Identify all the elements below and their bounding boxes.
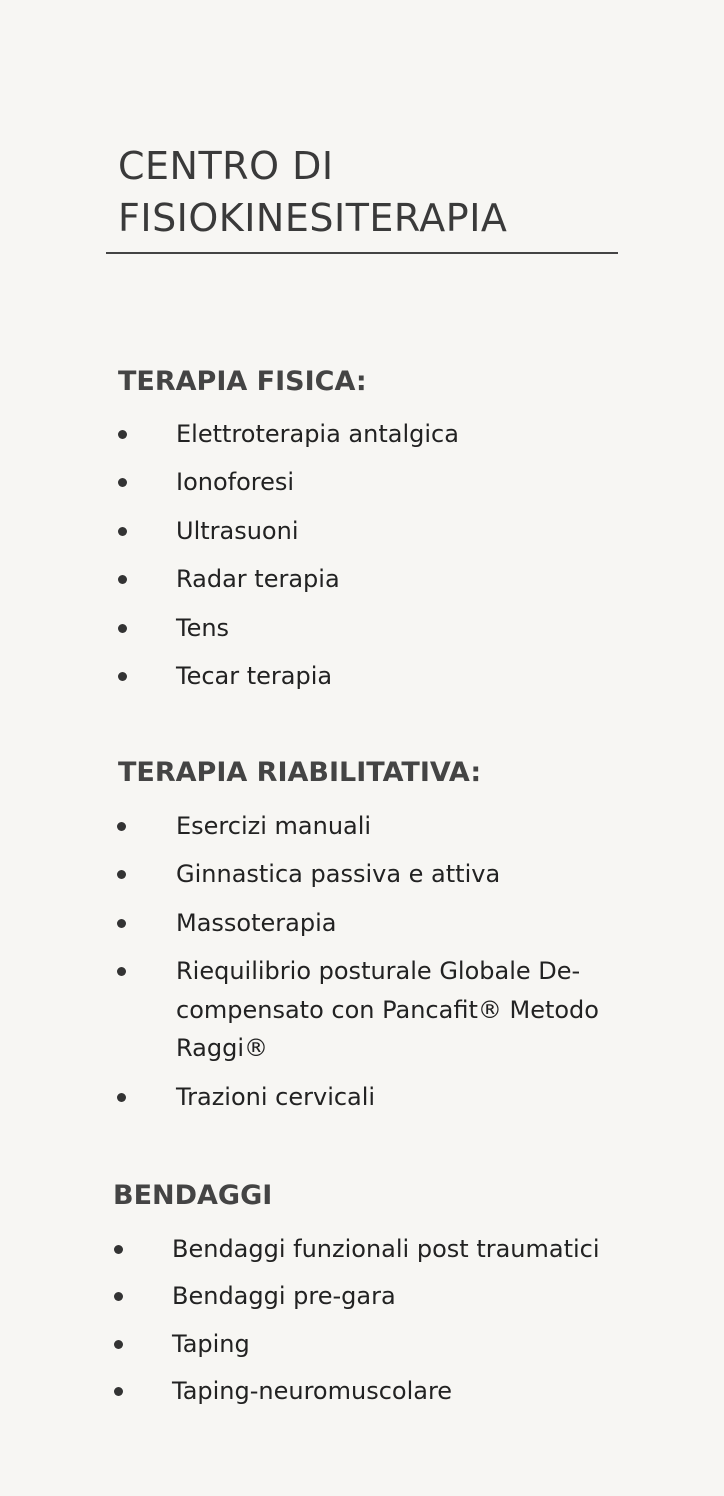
bullet-icon: [117, 870, 126, 879]
bullet-icon: [118, 672, 127, 681]
list-item-label: Ultrasuoni: [176, 516, 299, 545]
list-item: [114, 1277, 600, 1324]
bullet-icon: [118, 527, 127, 536]
list-item: [117, 952, 657, 1068]
list-terapia-riabilitativa: [117, 807, 657, 1126]
section-heading-bendaggi: BENDAGGI: [113, 1180, 273, 1211]
list-item: [114, 1325, 600, 1372]
bullet-icon: [117, 1093, 126, 1102]
list-item-label: Bendaggi funzionali post traumatici: [172, 1235, 600, 1263]
list-item-label: Bendaggi pre-gara: [172, 1282, 396, 1311]
list-item: [117, 807, 657, 855]
bullet-icon: [117, 967, 126, 976]
bullet-icon: [118, 624, 127, 633]
list-item-label: Ginnastica passiva e attiva: [176, 860, 501, 889]
title-line-2: FISIOKINESITERAPIA: [118, 196, 508, 240]
bullet-icon: [117, 822, 126, 831]
list-terapia-fisica: [118, 415, 459, 705]
list-bendaggi: [114, 1230, 600, 1420]
list-item-label: Radar terapia: [176, 565, 340, 594]
list-item: [118, 560, 459, 608]
list-item: [117, 1078, 657, 1126]
list-item: [118, 657, 459, 705]
bullet-icon: [118, 430, 127, 439]
section-heading-terapia-riabilitativa: TERAPIA RIABILITATIVA:: [118, 757, 482, 788]
list-item-label: Riequilibrio posturale Globale De-compensato con Pancafit® Metodo Raggi®: [176, 957, 599, 1063]
bullet-icon: [114, 1340, 123, 1349]
bullet-icon: [117, 919, 126, 928]
title-underline: [106, 252, 618, 254]
list-item: [114, 1230, 600, 1277]
section-heading-terapia-fisica: TERAPIA FISICA:: [118, 366, 367, 397]
list-item: [118, 415, 459, 463]
title-line-1: CENTRO DI: [118, 144, 334, 188]
bullet-icon: [114, 1292, 123, 1301]
list-item: [114, 1372, 600, 1419]
list-item: [118, 512, 459, 560]
list-item-label: Taping-neuromuscolare: [172, 1377, 453, 1406]
list-item-label: Elettroterapia antalgica: [176, 420, 459, 448]
list-item-label: Ionoforesi: [176, 468, 295, 497]
list-item-label: Esercizi manuali: [176, 812, 372, 840]
list-item-label: Taping: [172, 1329, 250, 1358]
list-item: [117, 904, 657, 952]
list-item-label: Trazioni cervicali: [176, 1082, 376, 1111]
bullet-icon: [114, 1245, 123, 1254]
page-title: [118, 140, 507, 244]
list-item: [118, 609, 459, 657]
list-item: [118, 463, 459, 511]
bullet-icon: [118, 478, 127, 487]
bullet-icon: [118, 575, 127, 584]
bullet-icon: [114, 1387, 123, 1396]
list-item-label: Massoterapia: [176, 908, 337, 937]
list-item: [117, 855, 657, 903]
list-item-label: Tecar terapia: [176, 661, 333, 690]
list-item-label: Tens: [176, 613, 230, 642]
